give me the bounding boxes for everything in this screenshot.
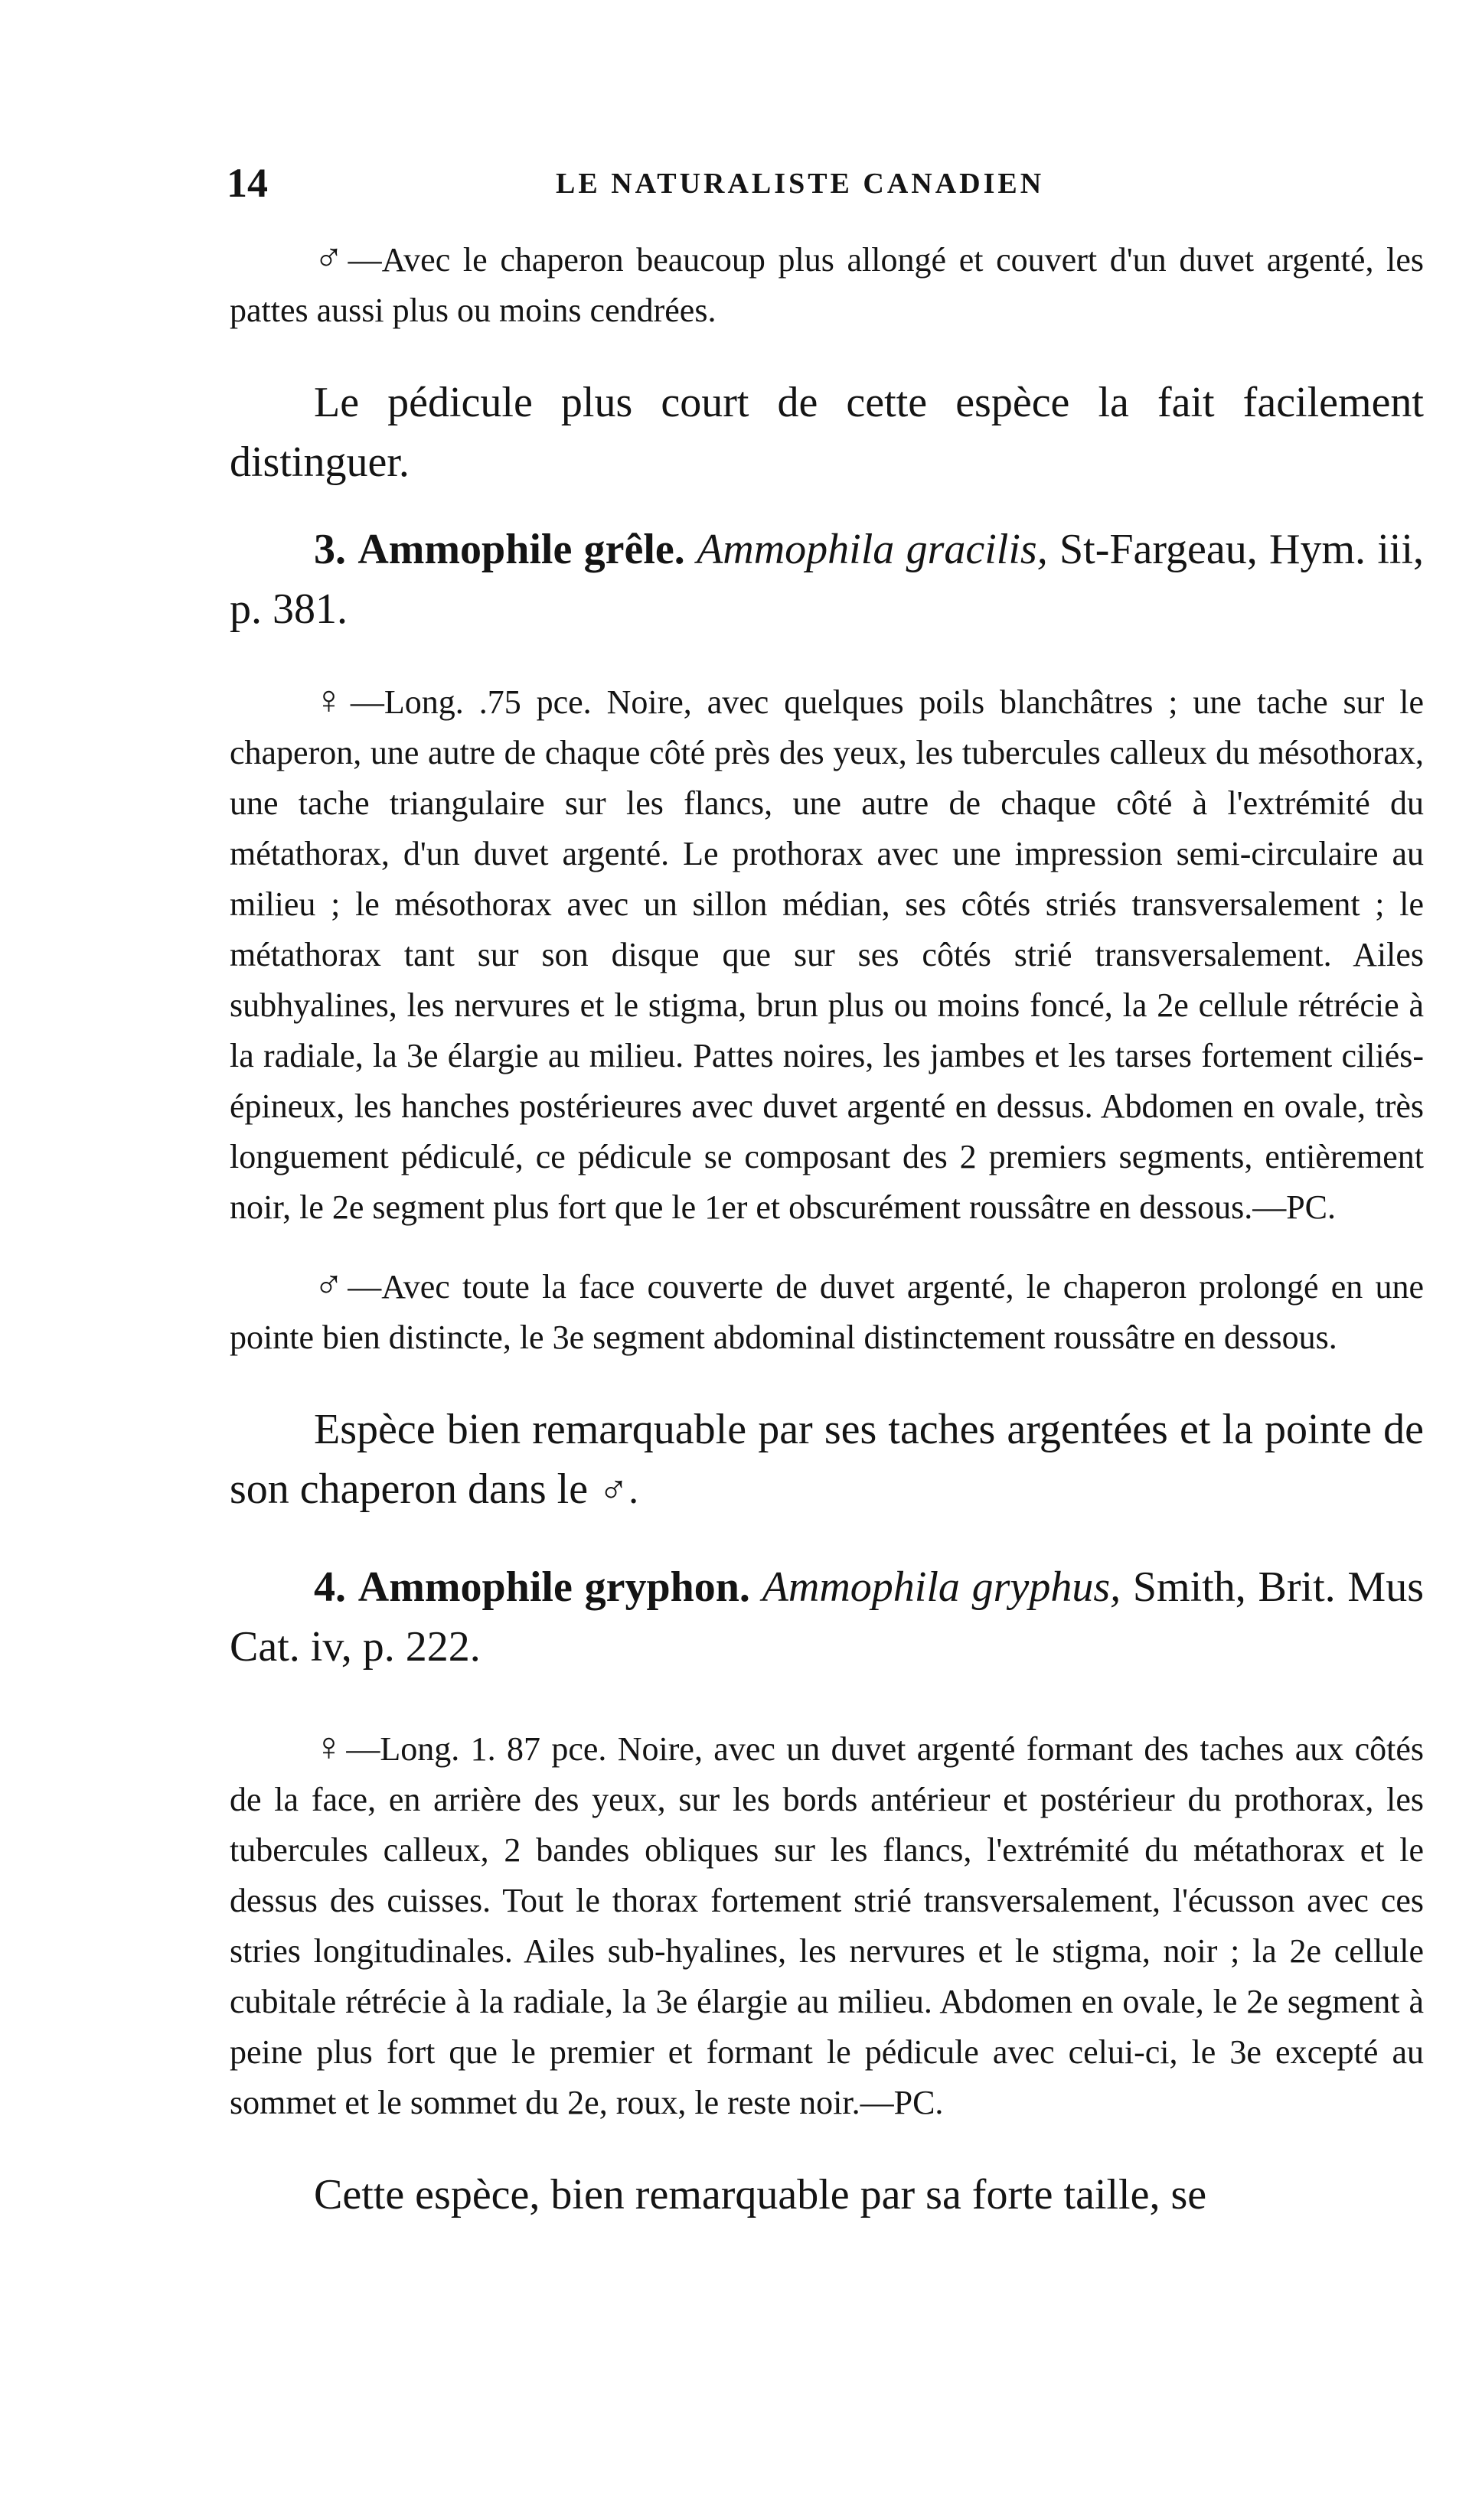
species-reference: Smith, Brit. Mus Cat. iv, p. 222.	[230, 1563, 1425, 1671]
female-symbol: ♀	[314, 679, 351, 722]
species-scientific-name: Ammophila gracilis,	[697, 526, 1048, 573]
paragraph-text: —Avec le chaperon beaucoup plus allongé et couvert d'un duvet argenté, les pattes aussi plus ou moins cendrées.	[230, 241, 1424, 329]
female-description-3	[230, 676, 1424, 1233]
male-description-1	[230, 233, 1424, 336]
species-heading-4	[230, 1557, 1424, 1677]
running-title: LE NATURALISTE CANADIEN	[556, 168, 1045, 200]
page-header	[227, 159, 1421, 205]
paragraph-text: Cette espèce, bien remarquable par sa forte taille, se	[314, 2171, 1207, 2218]
female-description-4	[230, 1723, 1424, 2128]
remark-2	[230, 1400, 1424, 1521]
female-symbol: ♀	[314, 1726, 347, 1769]
remark-3	[230, 2165, 1424, 2225]
male-symbol: ♂	[314, 236, 348, 280]
species-number: 3.	[314, 526, 346, 573]
species-heading-3	[230, 520, 1424, 639]
species-common-name: Ammophile gryphon.	[357, 1563, 750, 1611]
male-symbol: ♂	[314, 1263, 348, 1307]
species-common-name: Ammophile grêle.	[357, 526, 685, 573]
paragraph-text: Espèce bien remarquable par ses taches argentées et la pointe de son chaperon dans le	[230, 1406, 1424, 1513]
remark-1	[230, 373, 1424, 492]
paragraph-text: —Long. 1. 87 pce. Noire, avec un duvet argenté formant des taches aux côtés de la face, en arrière des yeux, sur les bords antérieur et postérieur du prothorax, les tubercules calleux, 2 bandes obliques sur les flancs, l'extrémité du métathorax et le dessus des cuisses. Tout le thorax fortement strié transversalement, l'écusson avec ces stries longitudinales. Ailes sub-hyalines, les nervures et le stigma, noir ; la 2e cellule cubitale rétrécie à la radiale, la 3e élargie au milieu. Abdomen en ovale, le 2e segment à peine plus fort que le premier et formant le pédicule avec celui-ci, le 3e excepté au sommet et le sommet du 2e, roux, le reste noir.—PC.	[230, 1730, 1425, 2121]
male-description-3	[230, 1260, 1424, 1363]
male-symbol: ♂.	[599, 1469, 639, 1512]
species-reference: St-Fargeau, Hym. iii, p. 381.	[230, 526, 1425, 633]
page-number: 14	[227, 160, 268, 206]
paragraph-text: —Long. .75 pce. Noire, avec quelques poils blanchâtres ; une tache sur le chaperon, une autre de chaque côté près des yeux, les tubercules calleux du mésothorax, une tache triangulaire sur les flancs, une autre de chaque côté à l'extrémité du métathorax, d'un duvet argenté. Le prothorax avec une impression semi-circulaire au milieu ; le mésothorax avec un sillon médian, ses côtés striés transversalement ; le métathorax tant sur son disque que sur ses côtés strié transversalement. Ailes subhyalines, les nervures et le stigma, brun plus ou moins foncé, la 2e cellule rétrécie à la radiale, la 3e élargie au milieu. Pattes noires, les jambes et les tarses fortement ciliés-épineux, les hanches postérieures avec duvet argenté en dessus. Abdomen en ovale, très longuement pédiculé, ce pédicule se composant des 2 premiers segments, entièrement noir, le 2e segment plus fort que le 1er et obscurément roussâtre en dessous.—PC.	[230, 683, 1425, 1226]
species-number: 4.	[314, 1563, 346, 1611]
paragraph-text: —Avec toute la face couverte de duvet argenté, le chaperon prolongé en une pointe bien distincte, le 3e segment abdominal distinctement roussâtre en dessous.	[230, 1268, 1425, 1356]
page-body	[230, 233, 1424, 2225]
paragraph-text: Le pédicule plus court de cette espèce la fait facilement distinguer.	[230, 379, 1424, 486]
species-scientific-name: Ammophila gryphus,	[762, 1563, 1121, 1611]
